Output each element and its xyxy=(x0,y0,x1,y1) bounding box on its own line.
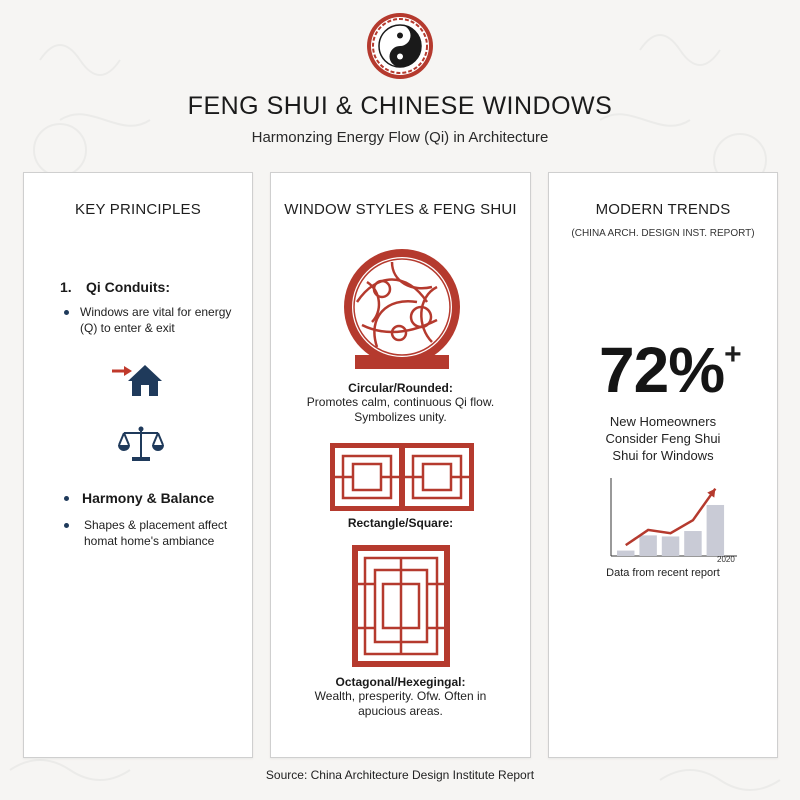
page-title: FENG SHUI & CHINESE WINDOWS xyxy=(187,92,613,120)
item1-number: 1. xyxy=(60,279,72,295)
window-styles-panel xyxy=(270,172,531,758)
chart-bar xyxy=(662,536,679,556)
item2-heading: Harmony & Balance xyxy=(82,490,215,506)
bullet-dot xyxy=(64,496,69,501)
item1-heading: Qi Conduits: xyxy=(86,279,170,295)
chart-bar xyxy=(684,531,701,556)
circular-window-icon xyxy=(337,247,467,377)
chart-bar xyxy=(639,535,656,556)
modern-trends-title: MODERN TRENDS xyxy=(595,201,731,218)
chart-bar xyxy=(707,505,724,556)
window-styles-title: WINDOW STYLES & FENG SHUI xyxy=(284,201,517,218)
rectangle-window-icon xyxy=(329,442,475,512)
page-subtitle: Harmonzing Energy Flow (Qi) in Architecture xyxy=(251,129,549,146)
octagonal-window-icon xyxy=(351,544,451,668)
bullet-dot xyxy=(64,310,69,315)
chart-year-label: 2020 xyxy=(717,555,735,564)
circular-style-text: Promotes calm, continuous Qi flow. Symbolizes unity. xyxy=(306,395,495,424)
yin-yang-icon xyxy=(366,12,434,80)
modern-trends-subtitle: (CHINA ARCH. DESIGN INST. REPORT) xyxy=(571,228,755,239)
arrow-right-icon xyxy=(112,366,132,376)
stat-description: New Homeowners Consider Feng Shui Shui for Windows xyxy=(605,414,721,463)
octagonal-style-title: Octagonal/Hexegingal: xyxy=(335,675,466,689)
trend-chart xyxy=(601,476,741,566)
modern-trends-panel xyxy=(548,172,778,758)
key-principles-panel xyxy=(23,172,253,758)
item1-text: Windows are vital for energy (Q) to enter & exit xyxy=(80,305,232,335)
octagonal-style-text: Wealth, presperity. Ofw. Often in apucious areas. xyxy=(314,689,487,718)
stat-figure xyxy=(599,333,742,407)
chart-bar xyxy=(617,551,634,556)
rectangle-style-title: Rectangle/Square: xyxy=(347,516,454,530)
chart-caption: Data from recent report xyxy=(606,567,720,579)
stat-value: 72% xyxy=(599,334,725,406)
source-note: Source: China Architecture Design Institute Report xyxy=(265,768,535,782)
stat-plus: + xyxy=(724,338,742,371)
circular-style-title: Circular/Rounded: xyxy=(348,381,453,395)
bullet-dot xyxy=(64,523,69,528)
key-principles-title: KEY PRINCIPLES xyxy=(75,201,201,218)
house-icon xyxy=(110,363,166,399)
item2-text: Shapes & placement affect homat home's ambiance xyxy=(84,518,228,548)
scales-icon xyxy=(118,425,164,463)
